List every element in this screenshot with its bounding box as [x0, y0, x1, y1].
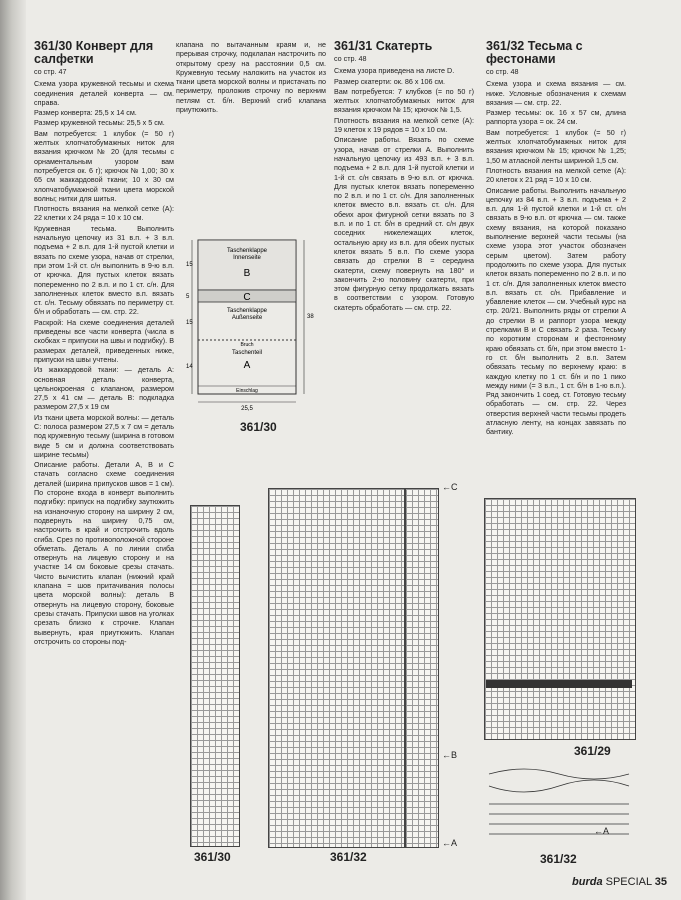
svg-text:38: 38: [307, 314, 314, 320]
svg-text:Innenseite: Innenseite: [233, 255, 261, 261]
section-title-361-30: 361/30 Конверт для салфетки: [34, 39, 154, 66]
paragraph: Размер скатерти: ок. 86 х 106 см.: [334, 76, 446, 86]
paragraph: Размер тесьмы: ок. 16 х 57 см, длина раппорта узора = ок. 24 см.: [486, 108, 626, 127]
label-a: A: [243, 360, 251, 371]
paragraph: Раскрой: На схеме соединения деталей приведены все части конверта (числа в скобках = припуски на швы и подгибку). В размерах деталей, приведенных ниже, припуски на швы учтены.: [34, 317, 174, 364]
svg-text:Einschlag: Einschlag: [236, 388, 258, 394]
caption-361-32-scheme: 361/32: [540, 852, 577, 866]
caption-361-30-chart: 361/30: [194, 850, 231, 864]
paragraph: Из жаккардовой ткани: — деталь А: основная деталь конверта, цельнокроеная с клапаном, размером 27,5 х 41 см — деталь В: подкладка размером 27,5 х 19 см: [34, 365, 174, 412]
page-number: 35: [654, 876, 667, 888]
paragraph: Схема узора кружевной тесьмы и схема соединения деталей конверта — см. справа.: [34, 79, 174, 107]
arrow-a-label: ←A: [442, 838, 458, 848]
pattern-chart-361-31: [268, 488, 405, 848]
paragraph: Кружевная тесьма. Выполнить начальную цепочку из 31 в.п. + 3 в.п. подъема + 2 в.п. для 1-й пустой клетки и вязать по схеме узора, начав от стрелки, при этом 1-й ст. с/н выполнить в 9-ю в.п. от крючка. Для пустых клеток вязать попеременно по 2 в.п. и по 1 ст. с/н. Для заполненных клеток вместо в.п. вязать ст. с/н. Тесьму обвязать по периметру ст. б/н и обработать — см. стр. 22.: [34, 223, 174, 317]
column-2: [176, 40, 326, 115]
page-ref: со стр. 47: [34, 67, 67, 76]
crochet-scheme-361-32: [484, 764, 634, 850]
brand-logo: burda: [572, 876, 603, 888]
page-footer: burda SPECIAL 35: [572, 876, 667, 888]
paragraph: Схема узора приведена на листе D.: [334, 66, 455, 76]
svg-text:15: 15: [186, 320, 193, 326]
svg-text:Bruch: Bruch: [240, 342, 254, 348]
svg-text:25,5: 25,5: [241, 406, 253, 412]
paragraph: Описание работы. Детали А, В и С стачать согласно схеме соединения деталей (ширина припусков швов = 1 см). По стороне входа в конверт выполнить подгибку: припуск на подгибку заутюжить на изнаночную сторону на ширину 2 см, подвернуть на ширину 0,75 см, настрочить в край и отстрочить вдоль сгиба. Срез по противоположной стороне обметать. Деталь А по линии сгиба отвернуть на лицевую сторону и на участке 14 см боковые срезы стачать. Чисто вычистить клапан (нижний край клапана = шов притачивания полосы цвета морской волны): деталь В отвернуть на лицевую сторону, боковые срезы стачать. Припуски швов на уголках срезать близко к строчке. Клапан вывернуть, края приутюжить. Клапан отстрочить со стороны под-: [34, 460, 174, 646]
paragraph: Вам потребуется: 1 клубок (= 50 г) желтых хлопчатобумажных ниток для вязания крючком № 20 (для тесьмы с орнаментальным узором вам потребуется ок. 6 г); крючок № 1,00; 30 х 65 см жаккардовой ткани; 10 х 30 см хлопчатобумажной ткани цвета морской волны; нитки для шитья.: [34, 128, 174, 203]
svg-text:Taschenteil: Taschenteil: [231, 350, 263, 356]
assembly-diagram: [180, 236, 325, 412]
column-3: [334, 40, 474, 313]
page-gutter: [0, 0, 26, 900]
caption-361-30: 361/30: [240, 420, 277, 434]
paragraph: Схема узора и схема вязания — см. ниже. Условные обозначения к схемам вязания — см. стр. 22.: [486, 79, 626, 107]
svg-text:Außenseite: Außenseite: [231, 315, 263, 321]
label-b: B: [243, 268, 251, 279]
paragraph: Описание работы. Выполнить начальную цепочку из 84 в.п. + 3 в.п. подъема + 2 в.п. для 1-й пустой клетки и 1-й ст. с/н связать в 9-ю в.п. от крючка — см. также схему вязания, на которой показано выполнение верхней части тесьмы (на схеме узора этот участок обозначен серым цветом). Затем работу продолжить по схеме узора. Для пустых клеток вязать попеременно по 2 в.п. и по 1 ст. с/н. Для заполненных клеток вместо в.п. вязать ст. с/н. Прибавление и убавление клеток — см. Учебный курс на стр. 20/21. Выполнить ряды от стрелки А до стрелки В и раппорт узора между стрелками В и С связать 2 раза. Тесьму по коротким сторонам и фестонному краю обвязать ст. б/н, при этом вместо 1-го ст. б/н выполнить 2 в.п. Затем обвязать тесьму по верхнему краю: в каждую клетку по 1 ст. б/н и по 1 пико между ними (= 3 в.п., 1 ст. б/н в 1-ю в.п.). Ряд закончить 1 соед. ст. Готовую тесьму обработать — см. стр. 22. Через отверстия верхней части тесьмы продеть атласную ленту, на концах завязать по бантику.: [486, 185, 626, 437]
page-ref: со стр. 48: [334, 54, 367, 63]
section-title-361-31: 361/31 Скатерть: [334, 39, 433, 53]
paragraph: Размер конверта: 25,5 х 14 см.: [34, 108, 137, 118]
svg-text:5: 5: [186, 294, 190, 300]
paragraph: Вам потребуется: 7 клубков (= по 50 г) желтых хлопчатобумажных ниток для вязания крючком № 15; крючок № 1,5.: [334, 86, 474, 115]
paragraph: Плотность вязания на мелкой сетке (А): 22 клетки х 24 ряда = 10 х 10 см.: [34, 204, 174, 223]
section-title-361-32: 361/32 Тесьма с фестонами: [486, 39, 583, 66]
paragraph: Плотность вязания на мелкой сетке (А): 19 клеток х 19 рядов = 10 х 10 см.: [334, 115, 474, 135]
paragraph: Из ткани цвета морской волны: — деталь С: полоса размером 27,5 х 7 см = деталь под кружевную тесьму (ширина в готовом виде 5 см и должна соответствовать ширине тесьмы): [34, 412, 174, 459]
arrow-b-label: ←B: [442, 750, 458, 760]
paragraph: клапана по вытачанным краям и, не прерывая строчку, подклапан настрочить по открытому срезу на расстоянии 0,5 см. Кружевную тесьму наложить на участок из ткани цвета морской волны и пристачать по периметру, проложив строчку по верхним петлям ст. б/н. Верхний сгиб клапана приутюжить.: [176, 40, 326, 115]
caption-361-32-chart: 361/32: [330, 850, 367, 864]
svg-text:14: 14: [186, 364, 193, 370]
arrow-a2-label: ←A: [594, 826, 610, 836]
paragraph: Описание работы. Вязать по схеме узора, начав от стрелки А. Выполнить начальную цепочку из 493 в.п. + 3 в.п. подъема + 2 в.п. для 1-й пустой клетки и 1-й ст. с/н связать в 9-ю в.п. от крючка. Для пустых клеток вязать попеременно по 2 в.п. и по 1 ст. с/н. Для заполненных клеток вместо в.п. вязать ст. с/н. Для обеих арок фигурной сетки вязать по 3 в.п. и по 1 ст. б/н в средний ст. с/н двух соседних нижележащих клеток, остальную арку из в.п. для обеих пустых клеток вязать 5 в.п. По схеме узора связать до стрелки В = середина скатерти, схему повернуть на 180° и закончить 2-ю половину скатерти, при этом фигурную сетку продолжать вязать в соответствии с узором. Готовую скатерть обработать — см. стр. 22.: [334, 135, 474, 312]
pattern-border-strip: [405, 488, 439, 848]
column-4: [486, 40, 626, 438]
caption-361-29: 361/29: [574, 744, 611, 758]
svg-text:Taschenklappe: Taschenklappe: [226, 308, 268, 314]
arrow-c-label: ←C: [442, 482, 458, 492]
paragraph: Вам потребуется: 1 клубок (= 50 г) желтых хлопчатобумажных ниток для вязания крючком № 15; крючок № 1,25; 1,50 м атласной ленты шириной 1,5 см.: [486, 127, 626, 165]
pattern-chart-361-29: [484, 498, 636, 740]
label-innenseite: Taschenklappe: [226, 248, 268, 254]
pattern-chart-361-30: [190, 505, 240, 847]
column-1: [34, 40, 174, 647]
page-ref: со стр. 48: [486, 67, 519, 76]
svg-text:15: 15: [186, 262, 193, 268]
paragraph: Плотность вязания на мелкой сетке (А): 20 клеток х 21 ряд = 10 х 10 см.: [486, 165, 626, 185]
label-c: C: [243, 292, 251, 303]
paragraph: Размер кружевной тесьмы: 25,5 х 5 см.: [34, 118, 165, 128]
